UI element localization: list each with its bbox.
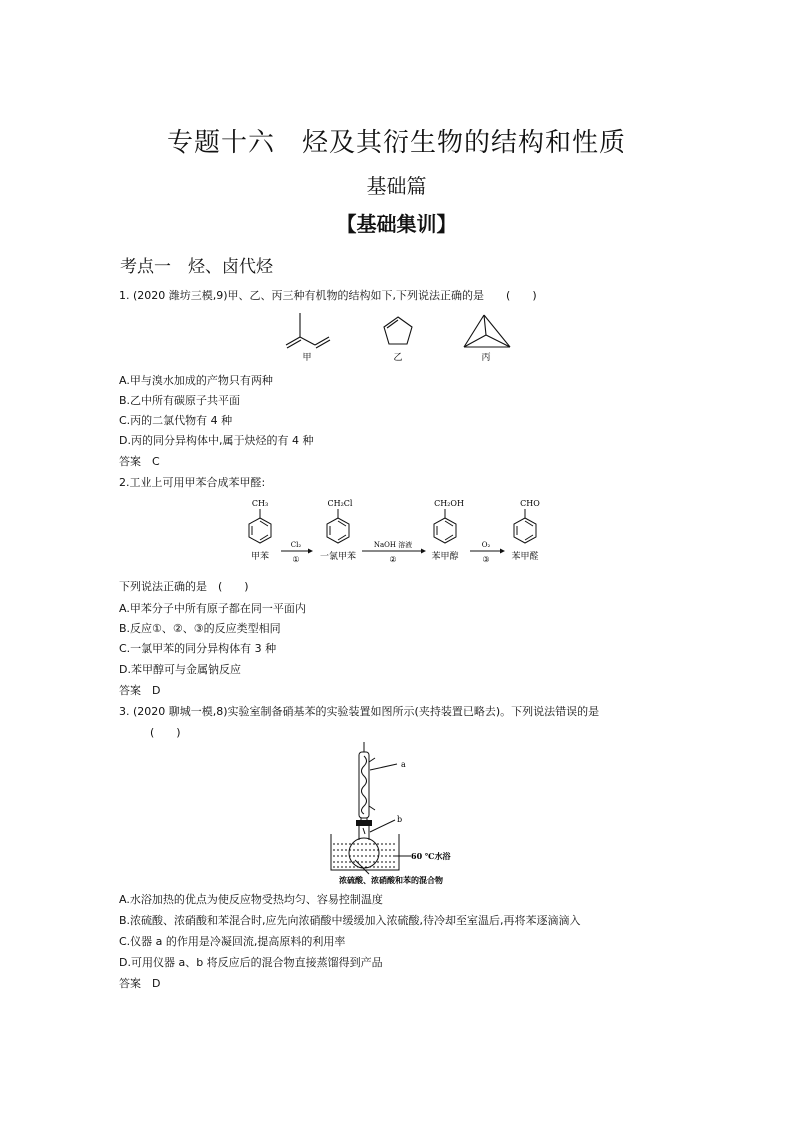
- q2-synthesis-scheme: [238, 496, 558, 568]
- step-1: ①: [292, 555, 300, 564]
- name-4: 苯甲醛: [511, 552, 539, 562]
- label-a: a: [401, 760, 406, 769]
- group-2: CH₂Cl: [327, 499, 353, 508]
- step-3: ③: [482, 555, 490, 564]
- name-2: 一氯甲苯: [319, 552, 357, 562]
- q3-option-b: B.浓硫酸、浓硝酸和苯混合时,应先向浓硝酸中缓缓加入浓硫酸,待冷却至室温后,再将苯逐滴滴入: [119, 914, 581, 927]
- group-4: CHO: [520, 499, 540, 508]
- q3-answer: 答案 D: [119, 977, 161, 990]
- q1-option-a: A.甲与溴水加成的产物只有两种: [119, 374, 273, 387]
- q3-stem-bracket: ( ): [150, 726, 181, 739]
- q1-option-b: B.乙中所有碳原子共平面: [119, 394, 241, 407]
- group-1: CH₃: [251, 499, 269, 508]
- stopper: [356, 820, 372, 826]
- q3-apparatus: [325, 740, 475, 888]
- topic-heading: 考点一 烃、卤代烃: [120, 257, 273, 277]
- name-1: 甲苯: [250, 552, 270, 562]
- q1-answer: 答案 C: [119, 455, 160, 468]
- reagent-2: NaOH 溶液: [373, 541, 413, 549]
- name-3: 苯甲醇: [431, 552, 459, 562]
- q1-structures: [270, 305, 530, 367]
- benzene-ring-2: [327, 509, 349, 543]
- label-bing: 丙: [481, 353, 491, 363]
- q2-option-a: A.甲苯分子中所有原子都在同一平面内: [119, 602, 306, 615]
- label-yi: 乙: [393, 353, 403, 363]
- condenser-a: [359, 742, 397, 818]
- q2-option-d: D.苯甲醇可与金属钠反应: [119, 663, 241, 676]
- structure-bing: [464, 315, 510, 347]
- q2-option-c: C.一氯甲苯的同分异构体有 3 种: [119, 642, 277, 655]
- label-jia: 甲: [302, 353, 312, 363]
- reagent-3: O₂: [481, 541, 491, 549]
- arrow-3-head: [500, 549, 505, 554]
- q2-stem: 2.工业上可用甲苯合成苯甲醛:: [119, 476, 266, 489]
- q2-answer: 答案 D: [119, 684, 161, 697]
- section-heading: 【基础集训】: [336, 212, 457, 236]
- group-3: CH₂OH: [434, 499, 464, 508]
- structure-yi: [384, 317, 412, 344]
- reagent-1: Cl₂: [290, 541, 302, 549]
- step-2: ②: [389, 555, 397, 564]
- apparatus-caption: 浓硫酸、浓硝酸和苯的混合物: [339, 875, 443, 885]
- q3-option-c: C.仪器 a 的作用是冷凝回流,提高原料的利用率: [119, 935, 346, 948]
- q2-option-b: B.反应①、②、③的反应类型相同: [119, 622, 281, 635]
- benzene-ring-4: [514, 509, 536, 543]
- arrow-1-head: [308, 549, 313, 554]
- arrow-2-head: [421, 549, 426, 554]
- q3-option-a: A.水浴加热的优点为使反应物受热均匀、容易控制温度: [119, 893, 383, 906]
- q1-stem: 1. (2020 潍坊三模,9)甲、乙、丙三种有机物的结构如下,下列说法正确的是 ( ): [119, 289, 537, 302]
- q3-option-d: D.可用仪器 a、b 将反应后的混合物直接蒸馏得到产品: [119, 956, 383, 969]
- q3-stem: 3. (2020 聊城一模,8)实验室制备硝基苯的实验装置如图所示(夹持装置已略去)。下列说法错误的是: [119, 705, 600, 718]
- page-title: 专题十六 烃及其衍生物的结构和性质: [166, 128, 626, 158]
- q1-option-d: D.丙的同分异构体中,属于炔烃的有 4 种: [119, 434, 314, 447]
- benzene-ring-3: [434, 509, 456, 543]
- label-b: b: [397, 815, 403, 824]
- structure-jia: [286, 313, 330, 348]
- q1-option-c: C.丙的二氯代物有 4 种: [119, 414, 233, 427]
- label-bath: 60 ℃水浴: [411, 851, 451, 861]
- page-subtitle: 基础篇: [366, 174, 427, 198]
- benzene-ring-1: [249, 509, 271, 543]
- q2-prompt: 下列说法正确的是 ( ): [119, 580, 249, 593]
